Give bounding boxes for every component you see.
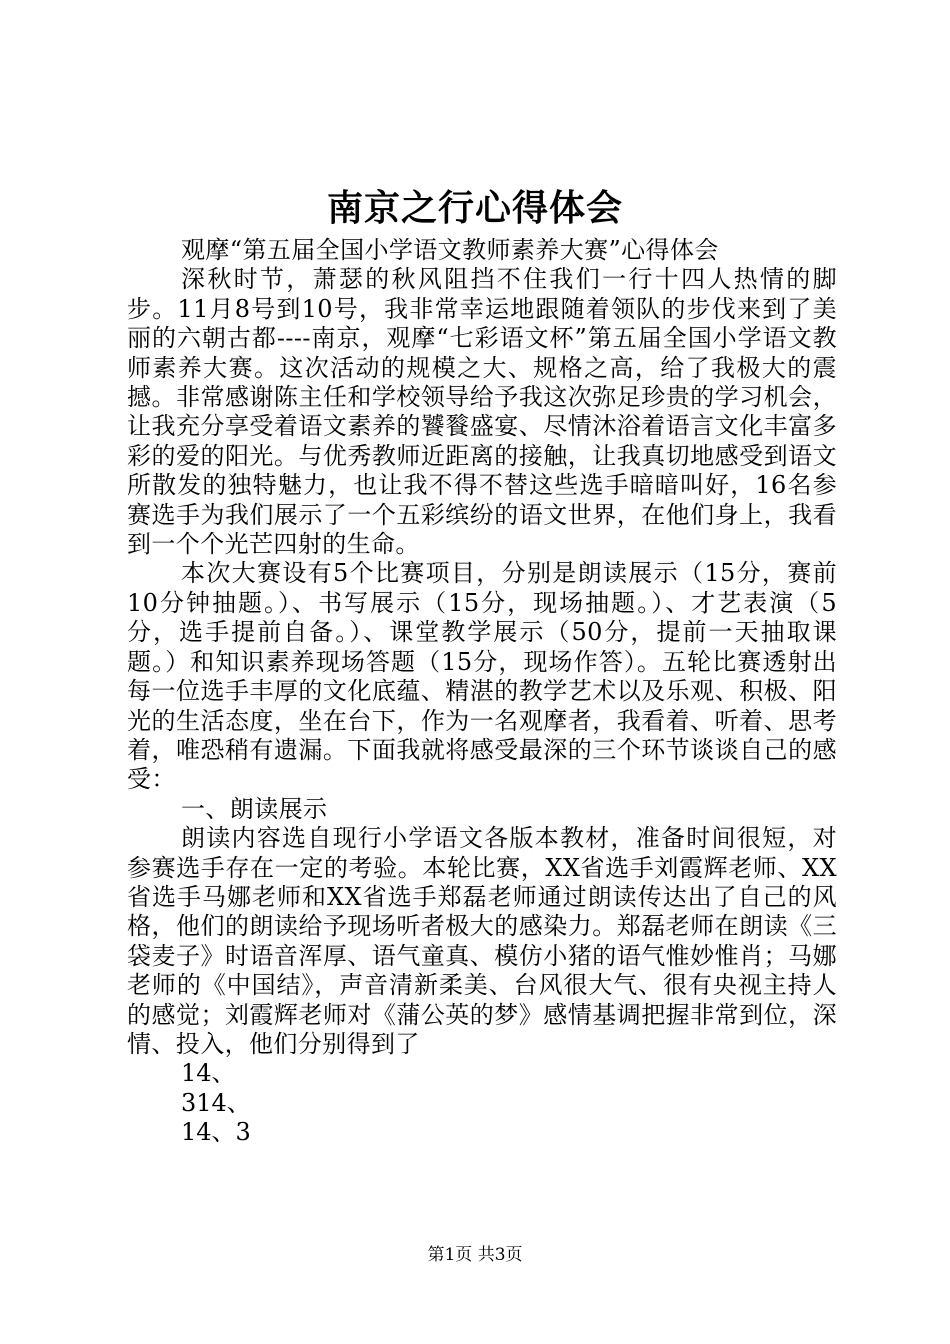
- section-heading: 一、朗读展示: [181, 794, 328, 823]
- score-line: 14、3: [181, 1118, 251, 1147]
- document-title: 南京之行心得体会: [326, 187, 623, 229]
- intro-paragraph: 深秋时节，萧瑟的秋风阻挡不住我们一行十四人热情的脚步。11月8号到10号，我非常幸运地跟随着领队的步伐来到了美丽的六朝古都----南京，观摩“七彩语文杯”第五届全国小学语文教师素养大赛。这次活动的规模之大、规格之高，给了我极大的震撼。非常感谢陈主任和学校领导给予我这次弥足珍贵的学习机会，让我充分享受着语文素养的饕餮盛宴、尽情沐浴着语言文化丰富多彩的爱的阳光。与优秀教师近距离的接触，让我真切地感受到语文所散发的独特魅力，也让我不得不替这些选手暗暗叫好，16名参赛选手为我们展示了一个五彩缤纷的语文世界，在他们身上，我看到一个个光芒四射的生命。: [127, 265, 837, 559]
- score-line: 314、: [181, 1088, 251, 1117]
- score-line: 14、: [181, 1059, 236, 1088]
- page-footer: 第1页 共3页: [427, 1245, 523, 1265]
- document-body: [127, 236, 837, 1148]
- subtitle-paragraph: 观摩“第五届全国小学语文教师素养大赛”心得体会: [181, 236, 719, 264]
- reading-paragraph: 朗读内容选自现行小学语文各版本教材，准备时间很短，对参赛选手存在一定的考验。本轮比赛，XX省选手刘霞辉老师、XX省选手马娜老师和XX省选手郑磊老师通过朗读传达出了自己的风格，他们的朗读给予现场听者极大的感染力。郑磊老师在朗读《三袋麦子》时语音浑厚、语气童真、模仿小猪的语气惟妙惟肖；马娜老师的《中国结》，声音清新柔美、台风很大气、很有央视主持人的感觉；刘霞辉老师对《蒲公英的梦》感情基调把握非常到位，深情、投入，他们分别得到了: [127, 824, 837, 1058]
- contest-items-paragraph: 本次大赛设有5个比赛项目，分别是朗读展示（15分，赛前10分钟抽题。）、书写展示（15分，现场抽题。）、才艺表演（5分，选手提前自备。）、课堂教学展示（50分，提前一天抽取课题。）和知识素养现场答题（15分，现场作答）。五轮比赛透射出每一位选手丰厚的文化底蕴、精湛的教学艺术以及乐观、积极、阳光的生活态度，坐在台下，作为一名观摩者，我看着、听着、思考着，唯恐稍有遗漏。下面我就将感受最深的三个环节谈谈自己的感受：: [127, 559, 837, 794]
